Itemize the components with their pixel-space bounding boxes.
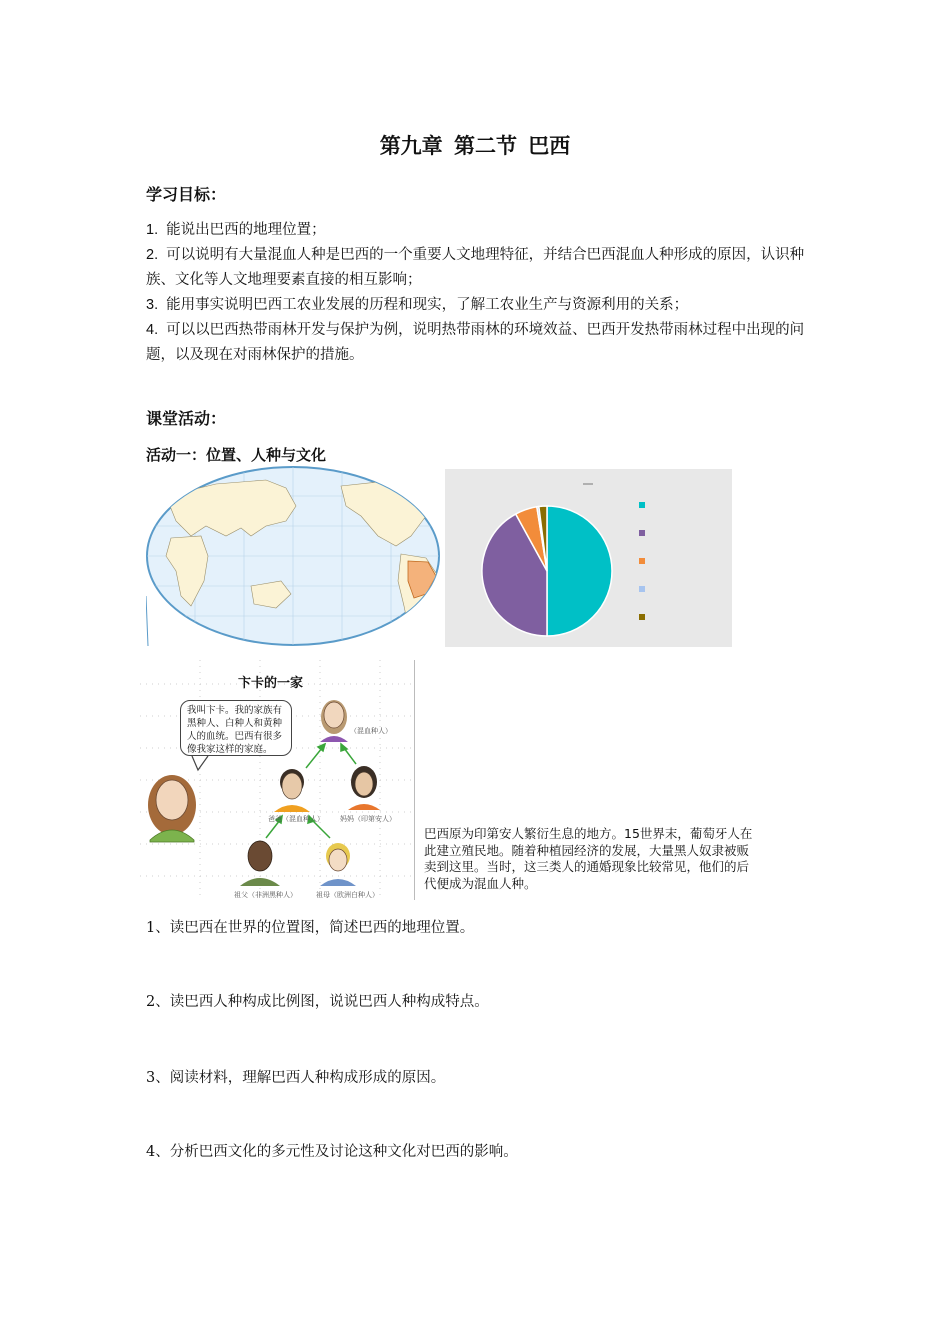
legend-swatch: [639, 530, 645, 536]
goals-heading: 学习目标：: [146, 185, 227, 204]
goal-number: 2.: [146, 247, 159, 263]
legend-swatch: [639, 558, 645, 564]
goal-item: [146, 243, 810, 293]
legend-swatch: [639, 614, 645, 620]
grandfather-portrait: [240, 841, 280, 886]
family-diagram: [140, 660, 416, 900]
goal-text: 能说出巴西的地理位置；: [166, 222, 326, 238]
question-3: 3、阅读材料，理解巴西人种构成形成的原因。: [146, 1070, 446, 1086]
page-title: 第九章 第二节 巴西: [379, 134, 571, 158]
reading-material: 巴西原为印第安人繁衍生息的地方。15世界末，葡萄牙人在此建立殖民地。随着种植园经济的发展，大量黑人奴隶被贩卖到这里。当时，这三类人的通婚现象比较常见，他们的后代便成为混血人种。: [424, 826, 753, 891]
question-2: 2、读巴西人种构成比例图，说说巴西人种构成特点。: [146, 994, 489, 1010]
world-map: [146, 466, 440, 646]
legend-swatch: [639, 586, 645, 592]
divider: [414, 660, 415, 900]
speech-bubble: 我叫卞卡。我的家族有黑种人、白种人和黄种人的血统。巴西有很多像我家这样的家庭。: [180, 700, 292, 756]
goal-number: 4.: [146, 322, 159, 338]
bianca-portrait: [148, 775, 196, 842]
activities-heading: 课堂活动：: [146, 409, 227, 428]
goal-item: [146, 318, 810, 368]
goal-text: 能用事实说明巴西工农业发展的历程和现实，了解工农业生产与资源利用的关系；: [166, 297, 689, 313]
father-portrait: [274, 769, 310, 812]
goal-item: [146, 293, 810, 318]
race-composition-pie-chart: [445, 469, 732, 647]
goal-item: [146, 218, 810, 243]
legend-swatch: [639, 502, 645, 508]
goal-number: 1.: [146, 222, 159, 238]
question-4: 4、分析巴西文化的多元性及讨论这种文化对巴西的影响。: [146, 1144, 518, 1160]
grandfather-label: 祖父（非洲黑种人）: [234, 891, 297, 899]
mixed-race-portrait: [320, 700, 348, 742]
mixed-race-label: （混血种人）: [350, 727, 392, 735]
grandmother-label: 祖母（欧洲白种人）: [316, 891, 379, 899]
family-title: 卞卡的一家: [238, 676, 304, 691]
activity1-heading: 活动一：位置、人种与文化: [146, 446, 327, 464]
father-label: 爸爸（混血种人）: [268, 815, 324, 823]
goals-list: [146, 218, 810, 368]
question-1: 1、读巴西在世界的位置图，简述巴西的地理位置。: [146, 920, 475, 936]
goal-text: 可以说明有大量混血人种是巴西的一个重要人文地理特征，并结合巴西混血人种形成的原因，认识种族、文化等人文地理要素直接的相互影响；: [146, 247, 805, 288]
goal-number: 3.: [146, 297, 159, 313]
grandmother-portrait: [320, 843, 356, 886]
goal-text: 可以以巴西热带雨林开发与保护为例，说明热带雨林的环境效益、巴西开发热带雨林过程中出现的问题，以及现在对雨林保护的措施。: [146, 322, 805, 363]
pie-slice: [547, 506, 612, 636]
mother-label: 妈妈（印第安人）: [340, 815, 396, 823]
mother-portrait: [348, 766, 380, 810]
